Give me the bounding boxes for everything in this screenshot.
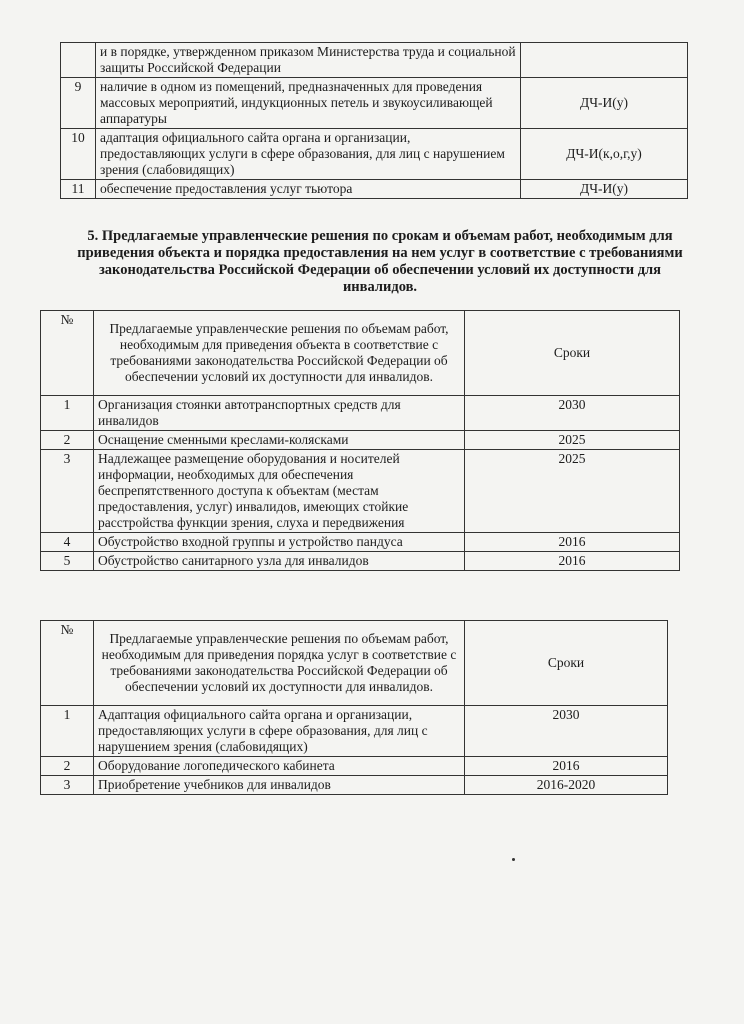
table-row bbox=[41, 396, 680, 431]
row-number: 3 bbox=[41, 776, 94, 795]
row-text: Организация стоянки автотранспортных средств для инвалидов bbox=[94, 396, 465, 431]
table-row bbox=[61, 129, 688, 180]
header-decisions: Предлагаемые управленческие решения по объемам работ, необходимым для приведения порядка услуг в соответствие с требованиями законодательства Российской Федерации об обеспечении условий их доступности для инвалидов. bbox=[94, 621, 465, 706]
table-row bbox=[41, 757, 668, 776]
row-number: 9 bbox=[61, 78, 96, 129]
table-row bbox=[61, 43, 688, 78]
row-term: 2016 bbox=[465, 552, 680, 571]
scan-speck bbox=[512, 858, 515, 861]
row-number: 1 bbox=[41, 706, 94, 757]
row-number: 4 bbox=[41, 533, 94, 552]
table-row bbox=[41, 533, 680, 552]
row-code: ДЧ-И(у) bbox=[521, 78, 688, 129]
row-number: 10 bbox=[61, 129, 96, 180]
row-code: ДЧ-И(у) bbox=[521, 180, 688, 199]
row-text: Обустройство санитарного узла для инвалидов bbox=[94, 552, 465, 571]
row-number: 2 bbox=[41, 757, 94, 776]
row-number bbox=[61, 43, 96, 78]
row-term: 2030 bbox=[465, 396, 680, 431]
row-text: Оборудование логопедического кабинета bbox=[94, 757, 465, 776]
table-row bbox=[41, 776, 668, 795]
row-number: 2 bbox=[41, 431, 94, 450]
table-header-row bbox=[41, 311, 680, 396]
row-number: 1 bbox=[41, 396, 94, 431]
header-number: № bbox=[41, 311, 94, 396]
table-row bbox=[61, 78, 688, 129]
requirements-table bbox=[60, 42, 688, 199]
table-row bbox=[61, 180, 688, 199]
row-text: и в порядке, утвержденном приказом Министерства труда и социальной защиты Российской Федерации bbox=[96, 43, 521, 78]
row-code: ДЧ-И(к,о,г,у) bbox=[521, 129, 688, 180]
table-row bbox=[41, 431, 680, 450]
row-text: Адаптация официального сайта органа и организации, предоставляющих услуги в сфере образования, для лиц с нарушением зрения (слабовидящих) bbox=[94, 706, 465, 757]
row-number: 3 bbox=[41, 450, 94, 533]
row-term: 2016-2020 bbox=[465, 776, 668, 795]
table-row bbox=[41, 706, 668, 757]
row-text: Оснащение сменными креслами-колясками bbox=[94, 431, 465, 450]
row-term: 2016 bbox=[465, 533, 680, 552]
header-decisions: Предлагаемые управленческие решения по объемам работ, необходимым для приведения объекта в соответствие с требованиями законодательства Российской Федерации об обеспечении условий их доступности для инвалидов. bbox=[94, 311, 465, 396]
header-terms: Сроки bbox=[465, 311, 680, 396]
header-terms: Сроки bbox=[465, 621, 668, 706]
row-text: адаптация официального сайта органа и организации, предоставляющих услуги в сфере образования, для лиц с нарушением зрения (слабовидящих) bbox=[96, 129, 521, 180]
table-header-row bbox=[41, 621, 668, 706]
row-term: 2030 bbox=[465, 706, 668, 757]
row-number: 5 bbox=[41, 552, 94, 571]
row-text: Приобретение учебников для инвалидов bbox=[94, 776, 465, 795]
row-term: 2016 bbox=[465, 757, 668, 776]
row-text: наличие в одном из помещений, предназначенных для проведения массовых мероприятий, индукционных петель и звукоусиливающей аппаратуры bbox=[96, 78, 521, 129]
header-number: № bbox=[41, 621, 94, 706]
row-term: 2025 bbox=[465, 450, 680, 533]
section-5-title: 5. Предлагаемые управленческие решения по срокам и объемам работ, необходимым для приведения объекта и порядка предоставления на нем услуг в соответствие с требованиями законодательства Российской Федерации об обеспечении условий их доступности для инвалидов. bbox=[77, 228, 683, 295]
table-row bbox=[41, 552, 680, 571]
row-code bbox=[521, 43, 688, 78]
object-decisions-table bbox=[40, 310, 680, 571]
row-text: Надлежащее размещение оборудования и носителей информации, необходимых для обеспечения беспрепятственного доступа к объектам (местам предоставления, услуг) инвалидов, имеющих стойкие расстройства функции зрения, слуха и передвижения bbox=[94, 450, 465, 533]
row-term: 2025 bbox=[465, 431, 680, 450]
row-number: 11 bbox=[61, 180, 96, 199]
row-text: обеспечение предоставления услуг тьютора bbox=[96, 180, 521, 199]
row-text: Обустройство входной группы и устройство пандуса bbox=[94, 533, 465, 552]
services-decisions-table bbox=[40, 620, 668, 795]
table-row bbox=[41, 450, 680, 533]
